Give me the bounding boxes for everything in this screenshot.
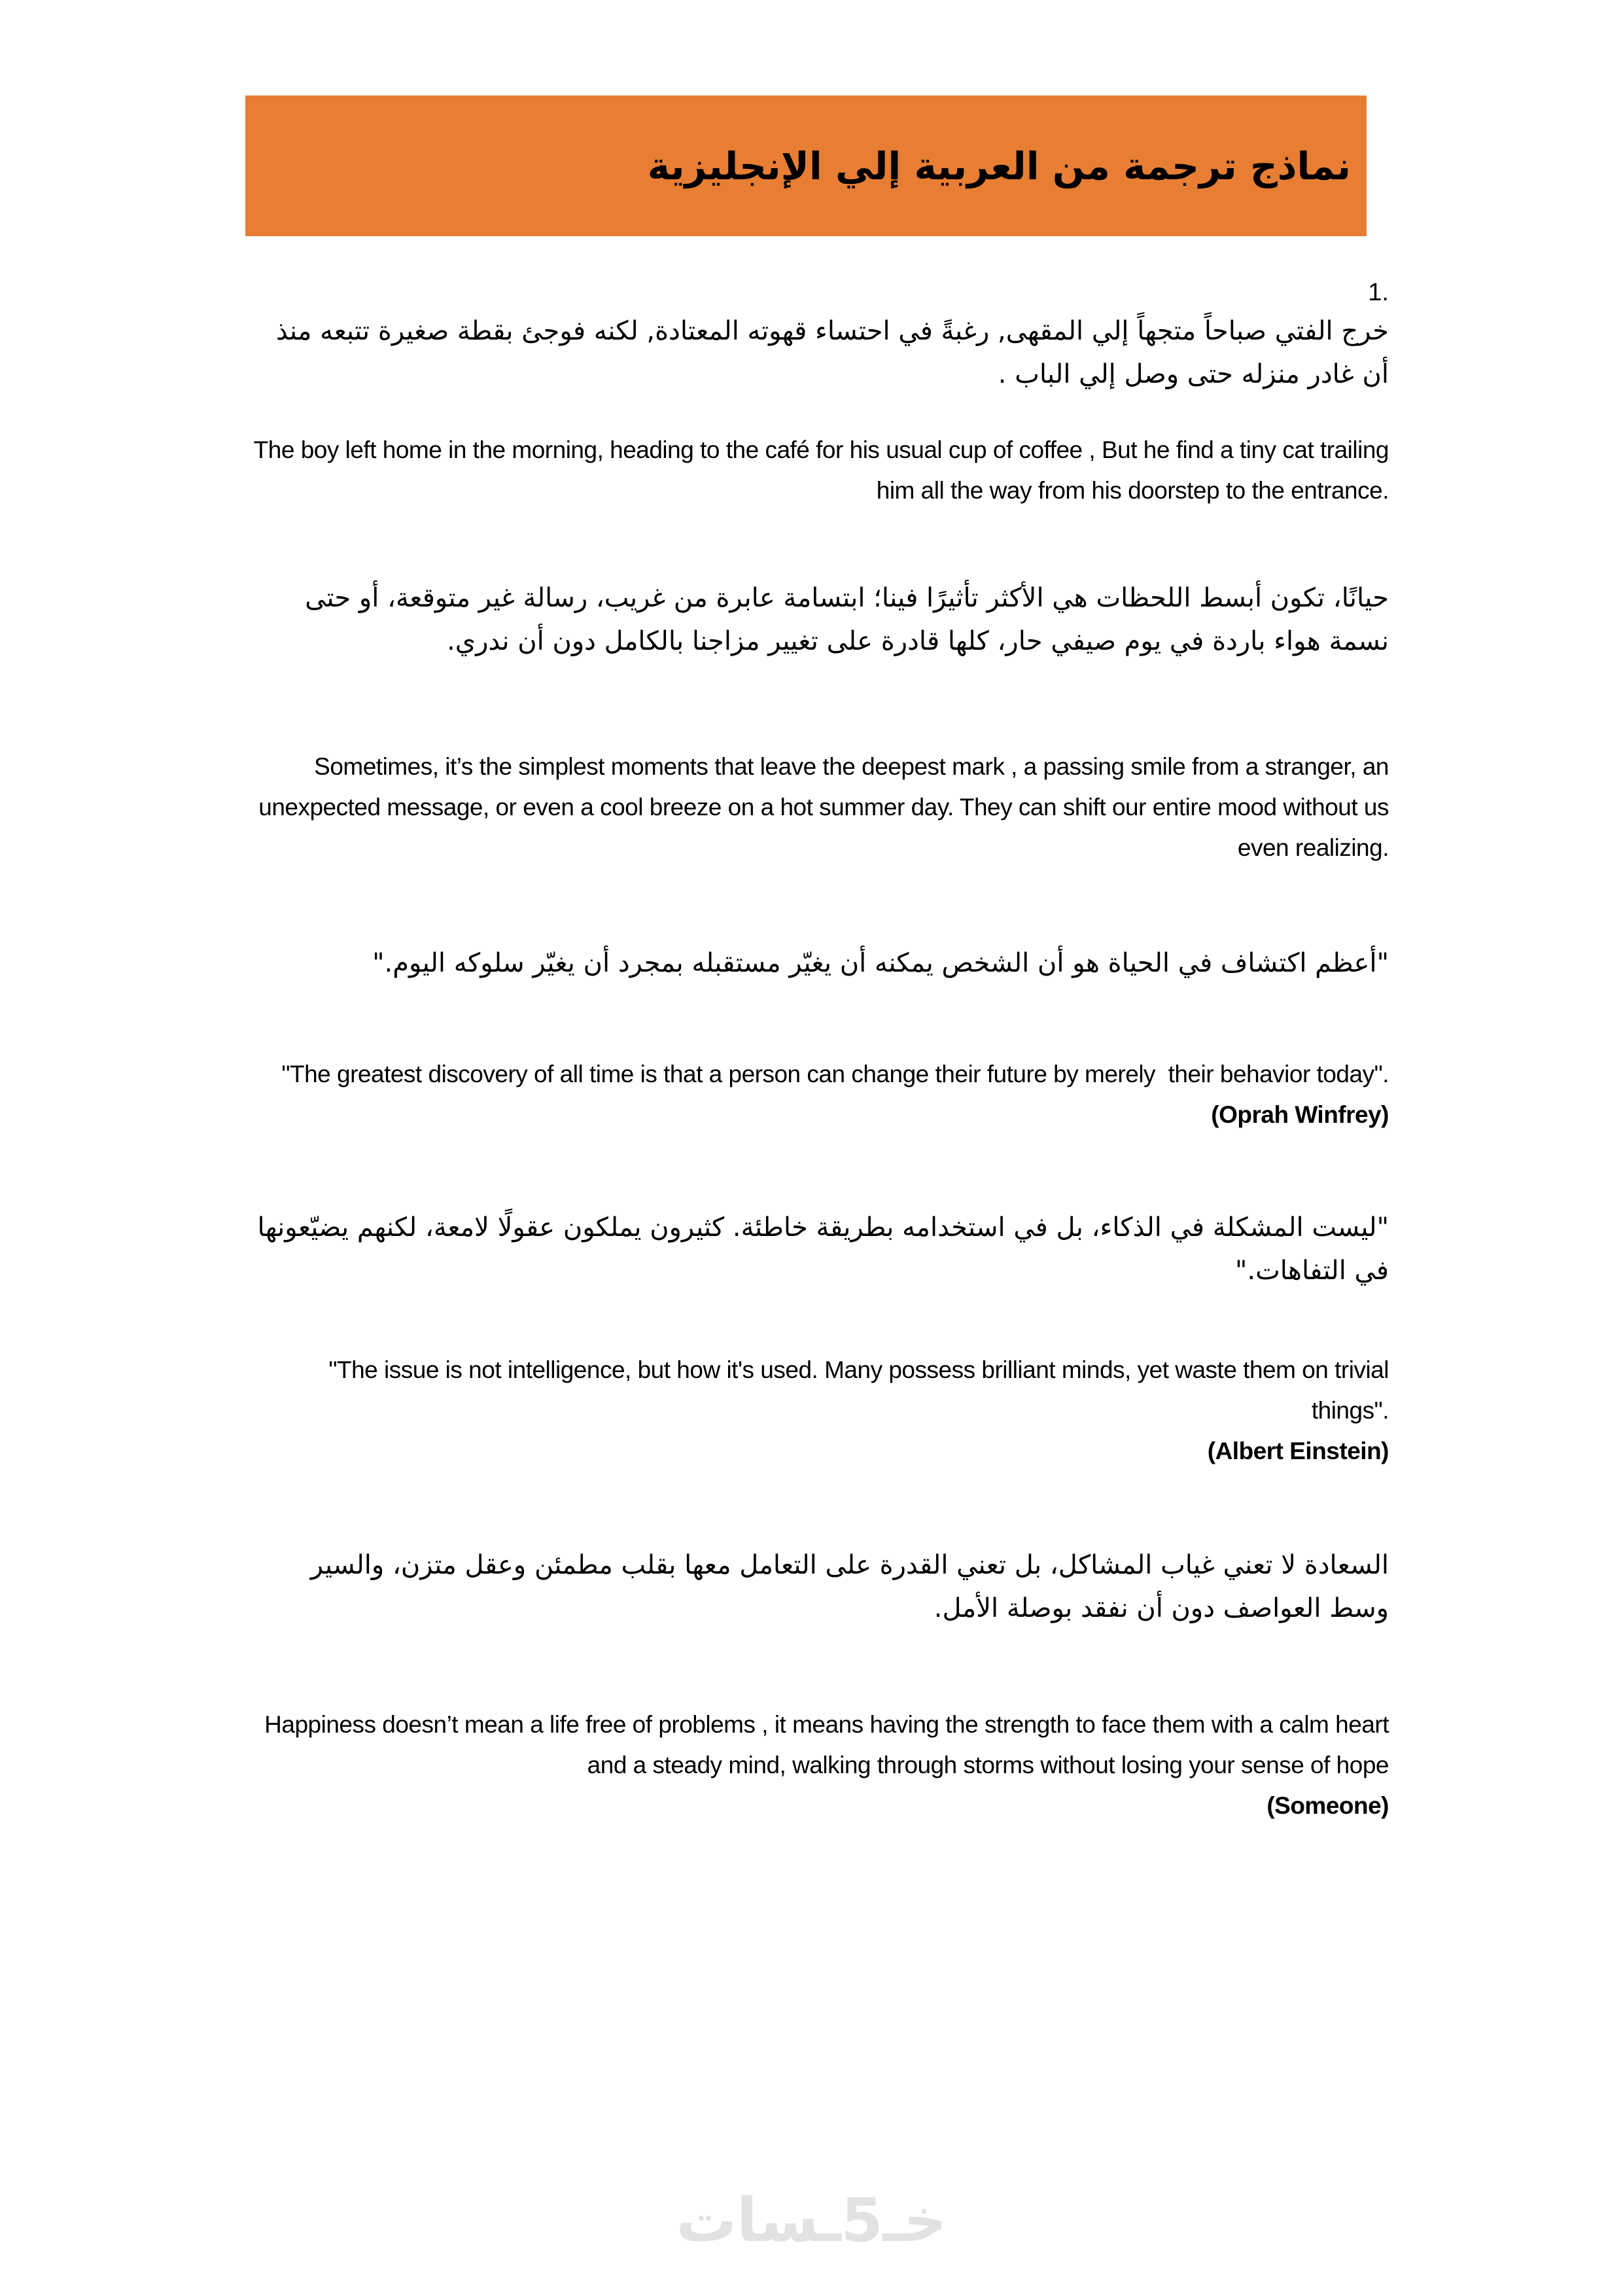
english-paragraph: Sometimes, it’s the simplest moments that leave the deepest mark , a passing smile from a stranger, an unexpected message, or even a cool breeze on a hot summer day. They can shift our entire mood without us even realizing. [258, 753, 1395, 861]
english-quote: "The greatest discovery of all time is that a person can change their future by merely their behavior today". [281, 1061, 1389, 1087]
title-banner [245, 96, 1367, 236]
english-paragraph: The boy left home in the morning, heading to the café for his usual cup of coffee , But he find a tiny cat trailing him all the way from his doorstep to the entrance. [253, 436, 1395, 504]
khamsat-watermark-logo: خـ5ـسات [676, 2185, 947, 2255]
attribution: (Oprah Winfrey) [1211, 1101, 1389, 1128]
english-quote: "The issue is not intelligence, but how it's used. Many possess brilliant minds, yet waste them on trivial things". [328, 1356, 1395, 1424]
document-body [245, 278, 1395, 1826]
attribution: (Albert Einstein) [1207, 1438, 1389, 1464]
list-number: 1. [1368, 279, 1389, 306]
arabic-paragraph: حيانًا، تكون أبسط اللحظات هي الأكثر تأثيرًا فينا؛ ابتسامة عابرة من غريب، رسالة غير متوقعة، أو حتى نسمة هواء باردة في يوم صيفي حار، كلها قادرة على تغيير مزاجنا بالكامل دون أن ندري. [296, 583, 1389, 656]
english-paragraph: Happiness doesn’t mean a life free of problems , it means having the strength to face them with a calm heart and a steady mind, walking through storms without losing your sense of hope [264, 1711, 1395, 1778]
arabic-quote: "ليست المشكلة في الذكاء، بل في استخدامه بطريقة خاطئة. كثيرون يملكون عقولًا لامعة، لكنهم يضيّعونها في التفاهات." [249, 1212, 1389, 1286]
arabic-paragraph: السعادة لا تعني غياب المشاكل، بل تعني القدرة على التعامل معها بقلب مطمئن وعقل متزن، والسير وسط العواصف دون أن نفقد بوصلة الأمل. [302, 1550, 1389, 1623]
arabic-paragraph: خرج الفتي صباحاً متجهاً إلي المقهى, رغبةً في احتساء قهوته المعتادة, لكنه فوجئ بقطة صغيرة تتبعه منذ أن غادر منزله حتى وصل إلي الباب . [268, 316, 1389, 389]
page-title: نماذج ترجمة من العربية إلي الإنجليزية [647, 143, 1351, 188]
arabic-quote: "أعظم اكتشاف في الحياة هو أن الشخص يمكنه أن يغيّر مستقبله بمجرد أن يغيّر سلوكه اليوم." [372, 948, 1389, 978]
attribution: (Someone) [1266, 1792, 1389, 1819]
